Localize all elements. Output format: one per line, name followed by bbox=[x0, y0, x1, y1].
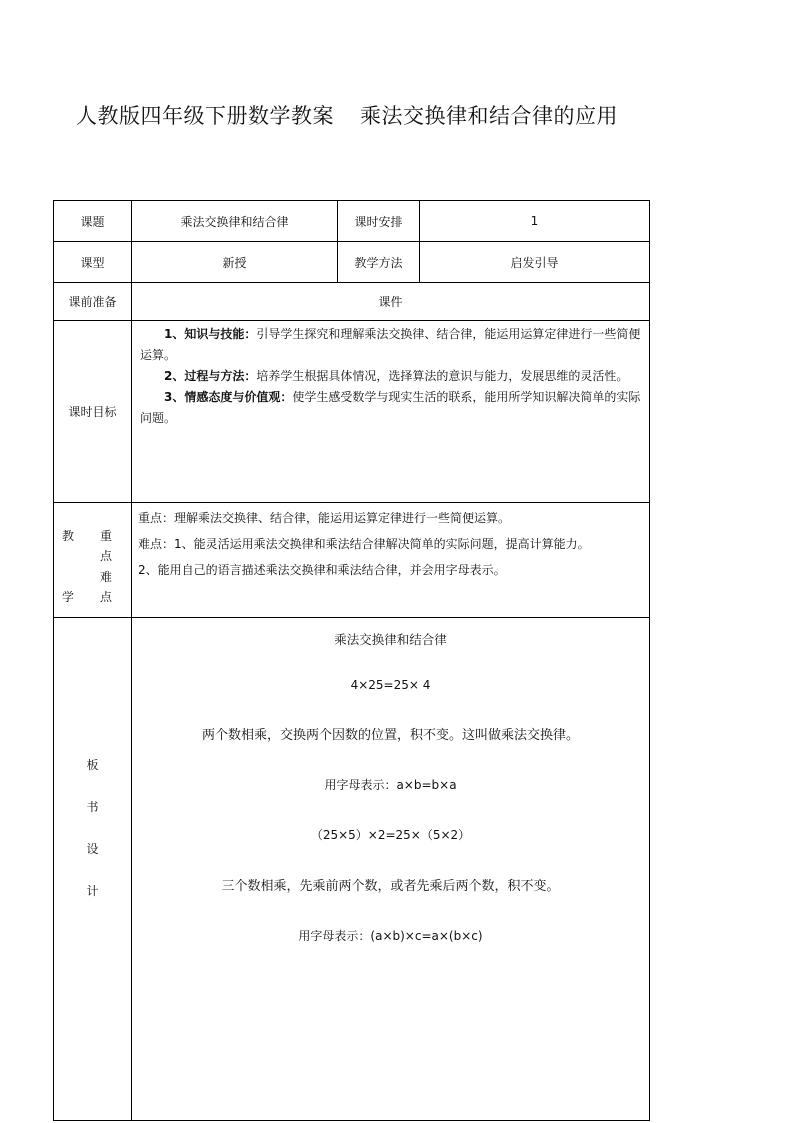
prep-label: 课前准备 bbox=[54, 283, 132, 321]
topic-value: 乘法交换律和结合律 bbox=[132, 201, 338, 242]
goal-item bbox=[140, 324, 641, 366]
table-row bbox=[54, 503, 650, 618]
goal-text: 培养学生根据具体情况，选择算法的意识与能力，发展思维的灵活性。 bbox=[256, 369, 629, 383]
method-value: 启发引导 bbox=[420, 242, 650, 283]
title-part-1: 人教版四年级下册数学教案 bbox=[76, 104, 334, 128]
focus-line: 难点：1、能灵活运用乘法交换律和乘法结合律解决简单的实际问题，提高计算能力。 bbox=[138, 537, 590, 551]
table-row bbox=[54, 242, 650, 283]
type-value: 新授 bbox=[132, 242, 338, 283]
focus-label-char: 教 bbox=[62, 529, 75, 543]
focus-label-char: 重 bbox=[100, 529, 113, 543]
board-label-char: 书 bbox=[86, 800, 99, 814]
focus-cell bbox=[132, 503, 650, 618]
table-row bbox=[54, 618, 650, 1121]
prep-value: 课件 bbox=[132, 283, 650, 321]
focus-label-char: 点 bbox=[100, 590, 113, 604]
table-row bbox=[54, 283, 650, 321]
goals-cell bbox=[132, 321, 650, 503]
focus-label-char: 点 bbox=[100, 549, 113, 563]
board-line: 乘法交换律和结合律 bbox=[334, 632, 447, 647]
board-line: 用字母表示：a×b=b×a bbox=[324, 778, 457, 792]
goal-heading: 1、知识与技能： bbox=[164, 327, 257, 341]
board-label-char: 设 bbox=[86, 842, 99, 856]
board-line: 用字母表示：(a×b)×c=a×(b×c) bbox=[298, 929, 483, 943]
focus-line: 重点：理解乘法交换律、结合律，能运用运算定律进行一些简便运算。 bbox=[138, 511, 511, 525]
goal-item bbox=[140, 366, 641, 387]
board-label-char: 板 bbox=[86, 758, 99, 772]
board-line: 两个数相乘，交换两个因数的位置，积不变。这叫做乘法交换律。 bbox=[201, 728, 579, 743]
board-cell bbox=[132, 618, 650, 1121]
hours-label: 课时安排 bbox=[338, 201, 420, 242]
table-row bbox=[54, 321, 650, 503]
focus-label-char: 难 bbox=[100, 570, 113, 584]
focus-label bbox=[54, 503, 132, 618]
board-label-char: 计 bbox=[86, 884, 99, 898]
method-label: 教学方法 bbox=[338, 242, 420, 283]
goals-label: 课时目标 bbox=[54, 321, 132, 503]
type-label: 课型 bbox=[54, 242, 132, 283]
board-label bbox=[54, 618, 132, 1121]
topic-label: 课题 bbox=[54, 201, 132, 242]
hours-value: 1 bbox=[420, 201, 650, 242]
focus-label-char: 学 bbox=[62, 590, 75, 604]
goal-heading: 3、情感态度与价值观： bbox=[164, 390, 293, 404]
table-row bbox=[54, 201, 650, 242]
goal-heading: 2、过程与方法： bbox=[164, 369, 257, 383]
goal-item bbox=[140, 387, 641, 429]
goal-text: 使学生感受数学与现实生活的联系，能用所学知识解决简单的实际问题。 bbox=[140, 390, 641, 425]
lesson-plan-table bbox=[53, 200, 650, 1121]
board-line: （25×5）×2=25×（5×2） bbox=[310, 828, 471, 842]
board-line: 三个数相乘，先乘前两个数，或者先乘后两个数，积不变。 bbox=[221, 879, 560, 894]
board-line: 4×25=25× 4 bbox=[350, 678, 431, 692]
title-part-2: 乘法交换律和结合律的应用 bbox=[360, 104, 618, 128]
document-title bbox=[76, 100, 618, 130]
goal-text: 引导学生探究和理解乘法交换律、结合律，能运用运算定律进行一些简便运算。 bbox=[140, 327, 641, 362]
focus-line: 2、能用自己的语言描述乘法交换律和乘法结合律，并会用字母表示。 bbox=[138, 563, 506, 577]
